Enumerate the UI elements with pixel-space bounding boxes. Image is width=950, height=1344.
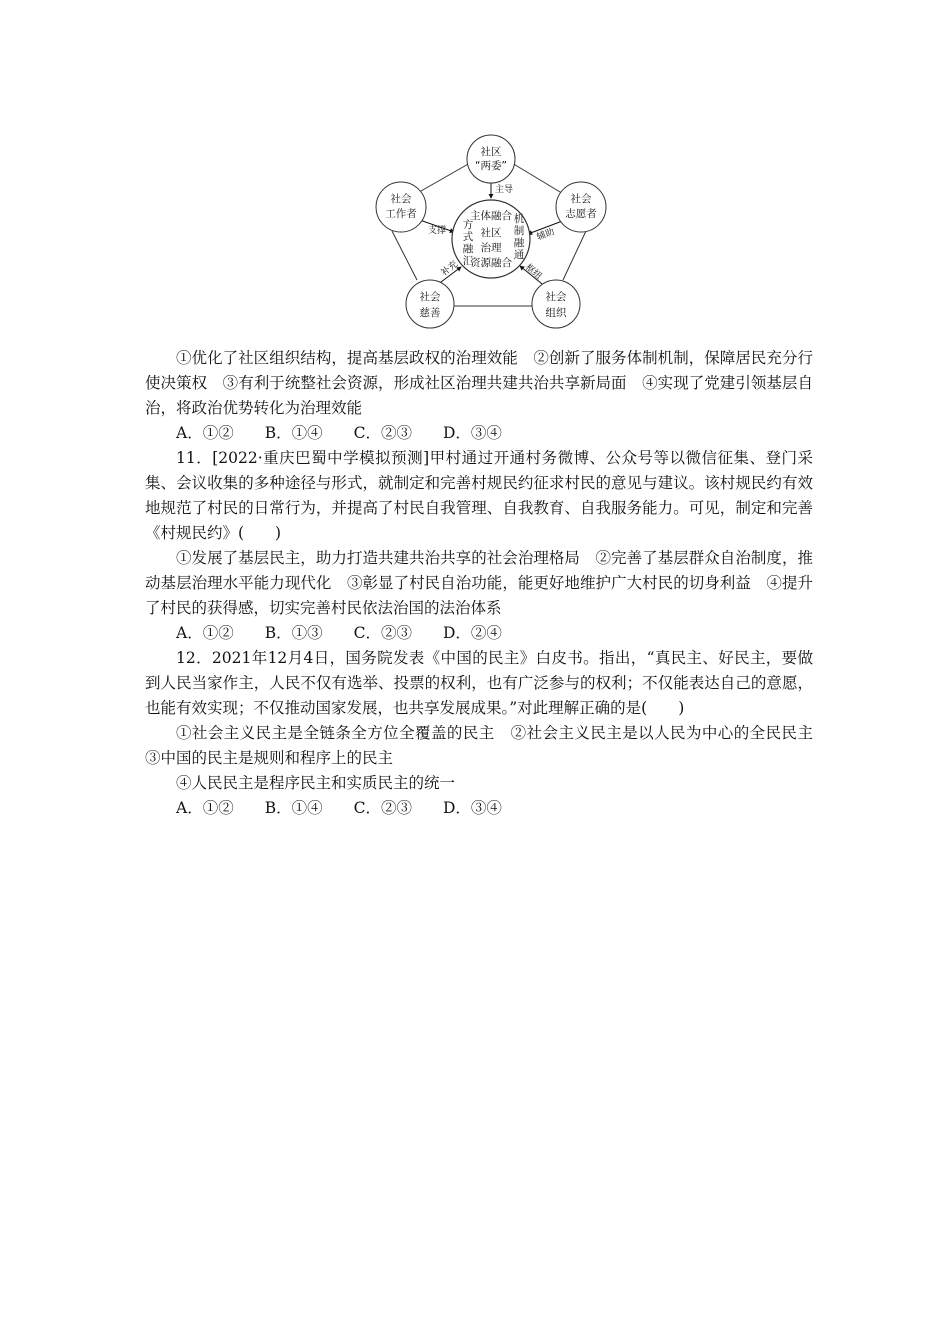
node-left-line2: 工作者 bbox=[385, 208, 417, 220]
node-left-line1: 社会 bbox=[390, 193, 412, 205]
center-right-char-3: 融 bbox=[513, 237, 525, 249]
node-bottom-left-line1: 社会 bbox=[419, 291, 441, 303]
node-social-workers bbox=[376, 182, 426, 232]
q12-statement-1: ①社会主义民主是全链条全方位全覆盖的民主 ②社会主义民主是以人民为中心的全民民主 ③中国的民主是规则和程序上的民主 bbox=[145, 724, 829, 767]
center-bottom-text: 资源融合 bbox=[470, 257, 512, 269]
node-social-charity bbox=[406, 280, 454, 328]
edge-label-bottom-right: 枢纽 bbox=[523, 262, 544, 282]
center-top-text: 主体融合 bbox=[470, 210, 512, 222]
q12-statement-2: ④人民民主是程序民主和实质民主的统一 bbox=[176, 774, 456, 792]
q11-options: A．①② B．①③ C．②③ D．②④ bbox=[176, 624, 502, 642]
center-mid1-text: 社区 bbox=[480, 227, 502, 239]
node-community-committees bbox=[467, 135, 515, 183]
node-top-line1: 社区 bbox=[480, 146, 502, 158]
node-social-organizations bbox=[532, 280, 580, 328]
edge-label-right: 辅助 bbox=[535, 227, 556, 243]
node-right-line1: 社会 bbox=[570, 193, 592, 205]
edge-label-top: 主导 bbox=[495, 185, 514, 195]
question-content bbox=[145, 346, 829, 821]
center-right-char-1: 机 bbox=[513, 213, 525, 225]
node-bottom-right-line1: 社会 bbox=[545, 291, 567, 303]
community-governance-diagram bbox=[360, 128, 620, 340]
node-social-volunteers bbox=[556, 182, 606, 232]
node-bottom-left-line2: 慈善 bbox=[419, 307, 441, 319]
edge-label-bottom-left: 补充 bbox=[439, 259, 461, 279]
center-left-char-1: 方 bbox=[462, 219, 474, 231]
node-bottom-right-line2: 组织 bbox=[545, 307, 567, 319]
q10-options: A．①② B．①④ C．②③ D．③④ bbox=[176, 424, 502, 442]
q11-statement: ①发展了基层民主，助力打造共建共治共享的社会治理格局 ②完善了基层群众自治制度，推动基层治理水平能力现代化 ③彰显了村民自治功能，能更好地维护广大村民的切身利益 ④提升了村民的获得感，切实完善村民依法治国的法治体系 bbox=[145, 549, 813, 617]
node-right-line2: 志愿者 bbox=[565, 208, 597, 220]
center-left-char-2: 式 bbox=[462, 231, 474, 243]
center-left-char-4: 汇 bbox=[462, 255, 474, 267]
q11-stem: 11．[2022·重庆巴蜀中学模拟预测]甲村通过开通村务微博、公众号等以微信征集、登门采集、会议收集的多种途径与形式，就制定和完善村规民约征求村民的意见与建议。该村规民约有效地规范了村民的日常行为，并提高了村民自我管理、自我教育、自我服务能力。可见，制定和完善《村规民约》( ) bbox=[145, 449, 813, 542]
node-center-governance bbox=[452, 200, 530, 278]
center-right-char-4: 通 bbox=[513, 249, 525, 261]
q12-options: A．①② B．①④ C．②③ D．③④ bbox=[176, 799, 502, 817]
center-left-char-3: 融 bbox=[462, 243, 474, 255]
node-top-line2: “两委” bbox=[475, 160, 507, 172]
center-mid2-text: 治理 bbox=[480, 242, 502, 254]
edge-label-left: 支撑 bbox=[428, 226, 447, 236]
q12-stem: 12．2021年12月4日，国务院发表《中国的民主》白皮书。指出，“真民主、好民主，要做到人民当家作主，人民不仅有选举、投票的权利，也有广泛参与的权利；不仅能表达自己的意愿，也能有效实现；不仅推动国家发展，也共享发展成果。”对此理解正确的是( ) bbox=[145, 649, 813, 717]
center-right-char-2: 制 bbox=[513, 225, 525, 237]
q10-statement: ①优化了社区组织结构，提高基层政权的治理效能 ②创新了服务体制机制，保障居民充分行使决策权 ③有利于统整社会资源，形成社区治理共建共治共享新局面 ④实现了党建引领基层自治，将政治优势转化为治理效能 bbox=[145, 349, 813, 417]
